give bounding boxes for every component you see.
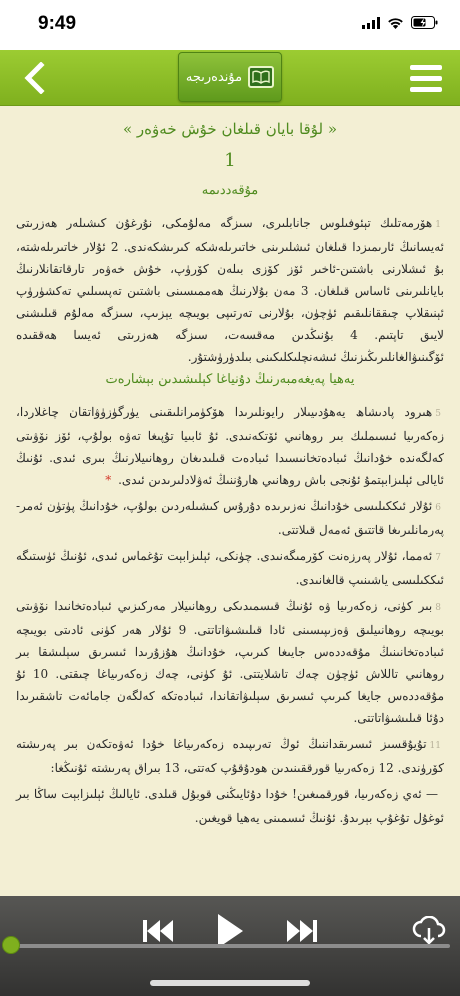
verse-number: 1	[435, 220, 441, 230]
verse-text: ھۆرمەتلىك تېئوفىلوس جانابلىرى، سىزگە مەلۇمكى، نۇرغۇن كىشىلەر ھەزرىتى ئەيسانىڭ ئارىمىزدا قىلغان ئىشلىرىنى خاتىرىلەشكە كىرىشكەندى. 2 ئۇلار خاتىرىلەشتە، بۇ ئىشلارنى باشتىن-ئاخىر ئۆز كۆزى بىلەن كۆرۈپ، خۇش خەۋەر تارقاتقانلارنىڭ بايانلىرىنى ئاساس قىلغان. 3 مەن بۇلارنىڭ ھەممىسىنى باشتىن تەپسىلىي تەكشۈرۈپ ئېنىقلاپ چىققانلىقىم ئۈچۈن، بۇلارنى تەرتىپى بويىچە يېزىپ، سىزگە مەلۇم قىلىشنى لايىق تاپتىم. 4 بۇنىڭدىن مەقسەت، سىزگە ھەزرىتى ئەيسا ھەققىدە ئۆگىنىۋالغانلىرىڭىزنىڭ ئىشەنچلىكلىكىنى بىلدۈرۈشتۇر.	[16, 216, 444, 364]
hamburger-menu-icon	[410, 65, 442, 70]
verse-text: ھىرود پادىشاھ يەھۇدىيىلار رايونلىرىدا ھۆكۈمرانلىقىنى يۈرگۈزۈۋاتقان چاغلاردا، زەكەرىيا ئىسىملىك بىر روھانىي ئۆتكەنىدى. ئۇ ئابىيا تۇپىغا تەۋە بولۇپ، ئۆز نۆۋىتى كەلگەندە خۇدانىڭ ئىبادەتخانىسىدا ئىبادەت قىلىدىغان روھانىيلارنىڭ بىرى ئىدى. ئۇنىڭ ئايالى ئېلىزابېتمۇ ئۇنجى باش روھانىي ھارۇننىڭ ئەۋلادلىرىدىن ئىدى.	[16, 405, 444, 487]
download-button[interactable]	[404, 906, 454, 956]
verse-paragraph	[16, 733, 444, 779]
toc-button[interactable]	[178, 52, 282, 102]
verse-paragraph	[16, 595, 444, 729]
verse-paragraph	[16, 212, 444, 368]
verse-number: 11	[429, 741, 441, 751]
verse-text: تۇيۇقسىز ئىسرىقداننىڭ ئوڭ تەرىپىدە زەكەرىياغا خۇدا ئەۋەتكەن بىر پەرىشتە كۆرۈندى. 12 زەكەرىيا قورققىنىدىن ھودۇقۇپ كەتتى، 13 بىراق پەرىشتە ئۇنىڭغا:	[16, 737, 444, 775]
nav-bar	[0, 50, 460, 106]
verse-paragraph	[16, 783, 444, 829]
play-button[interactable]	[200, 906, 260, 956]
cloud-download-icon	[412, 916, 446, 946]
section-heading: يەھيا پەيغەمبەرنىڭ دۇنياغا كېلىشىدىن بېشارەت	[105, 372, 355, 387]
wifi-icon	[387, 17, 404, 29]
verse-text: ئۇلار ئىككىلىسى خۇدانىڭ نەزىرىدە دۇرۇس كىشىلەردىن بولۇپ، خۇدانىڭ پۈتۈن ئەمر-پەرمانلىرىغا قاتتىق ئەمەل قىلاتتى.	[16, 499, 444, 537]
skip-back-button[interactable]	[128, 906, 188, 956]
verse-text: — ئەي زەكەرىيا، قورقمىغىن! خۇدا دۇئايىڭنى قوبۇل قىلدى. ئايالىڭ ئېلىزابېت ساڭا بىر ئوغۇل تۇغۇپ بېرىدۇ. ئۇنىڭ ئىسمىنى يەھيا قويغىن.	[16, 787, 444, 825]
verse-paragraph	[16, 495, 444, 541]
verse-paragraph	[16, 545, 444, 591]
progress-track[interactable]	[10, 944, 450, 948]
toc-label: مۇندەرىجە	[185, 69, 243, 85]
book-title: « لۇقا بايان قىلغان خۇش خەۋەر »	[122, 120, 337, 138]
battery-icon	[411, 16, 438, 29]
menu-button[interactable]	[406, 58, 446, 98]
verse-number: 7	[435, 553, 441, 563]
skip-forward-button[interactable]	[272, 906, 332, 956]
verse-number: 5	[435, 409, 441, 419]
verse-number: 8	[435, 603, 441, 613]
status-icons	[362, 16, 438, 29]
status-time: 9:49	[38, 13, 77, 34]
chapter-number: 1	[224, 150, 236, 171]
back-button[interactable]	[14, 58, 54, 98]
signal-icon	[362, 17, 380, 29]
home-indicator	[150, 980, 310, 986]
skip-forward-icon	[285, 917, 319, 945]
verse-text: بىر كۈنى، زەكەرىيا ۋە ئۇنىڭ قىسمىدىكى روھانىيلار مەركىزىي ئىبادەتخانىدا نۆۋىتى بويىچە روھانىيلىق ۋەزىپىسىنى ئادا قىلىشىۋاتاتتى. 9 ئۇلار ھەر كۈنى ئادىتى بويىچە ئىبادەتخانىنىڭ مۇقەددەس جايىغا كىرىپ، خۇدانىڭ ھۇزۇرىدا ئىسرىق سېلىشقا بىر روھانىي تاللاش ئۈچۈن چەك تاشلايتتى. ئۇ كۈنى، چەك زەكەرىياغا چىقتى. 10 ئۇ مۇقەددەس جايغا كىرىپ ئىسرىق سېلىۋاتقاندا، ئىبادەتكە كەلگەن جامائەت تاشقىرىدا دۇئا قىلىشىۋاتاتتى.	[16, 599, 444, 725]
footnote-marker-icon[interactable]: *	[105, 473, 112, 487]
progress-knob[interactable]	[2, 936, 20, 954]
status-bar	[0, 0, 460, 50]
book-icon	[248, 66, 274, 88]
chevron-left-icon	[23, 62, 45, 94]
verse-paragraph	[16, 401, 444, 491]
verse-number: 6	[435, 503, 441, 513]
section-heading: مۇقەددىمە	[201, 183, 259, 198]
skip-back-icon	[141, 917, 175, 945]
reader-content[interactable]	[0, 106, 460, 896]
verse-text: ئەمما، ئۇلار پەرزەنت كۆرمىگەنىدى. چۈنكى، ئېلىزابېت تۇغماس ئىدى، ئۇنىڭ ئۈستىگە ئىككىلىسى ياشىنىپ قالغانىدى.	[16, 549, 444, 587]
